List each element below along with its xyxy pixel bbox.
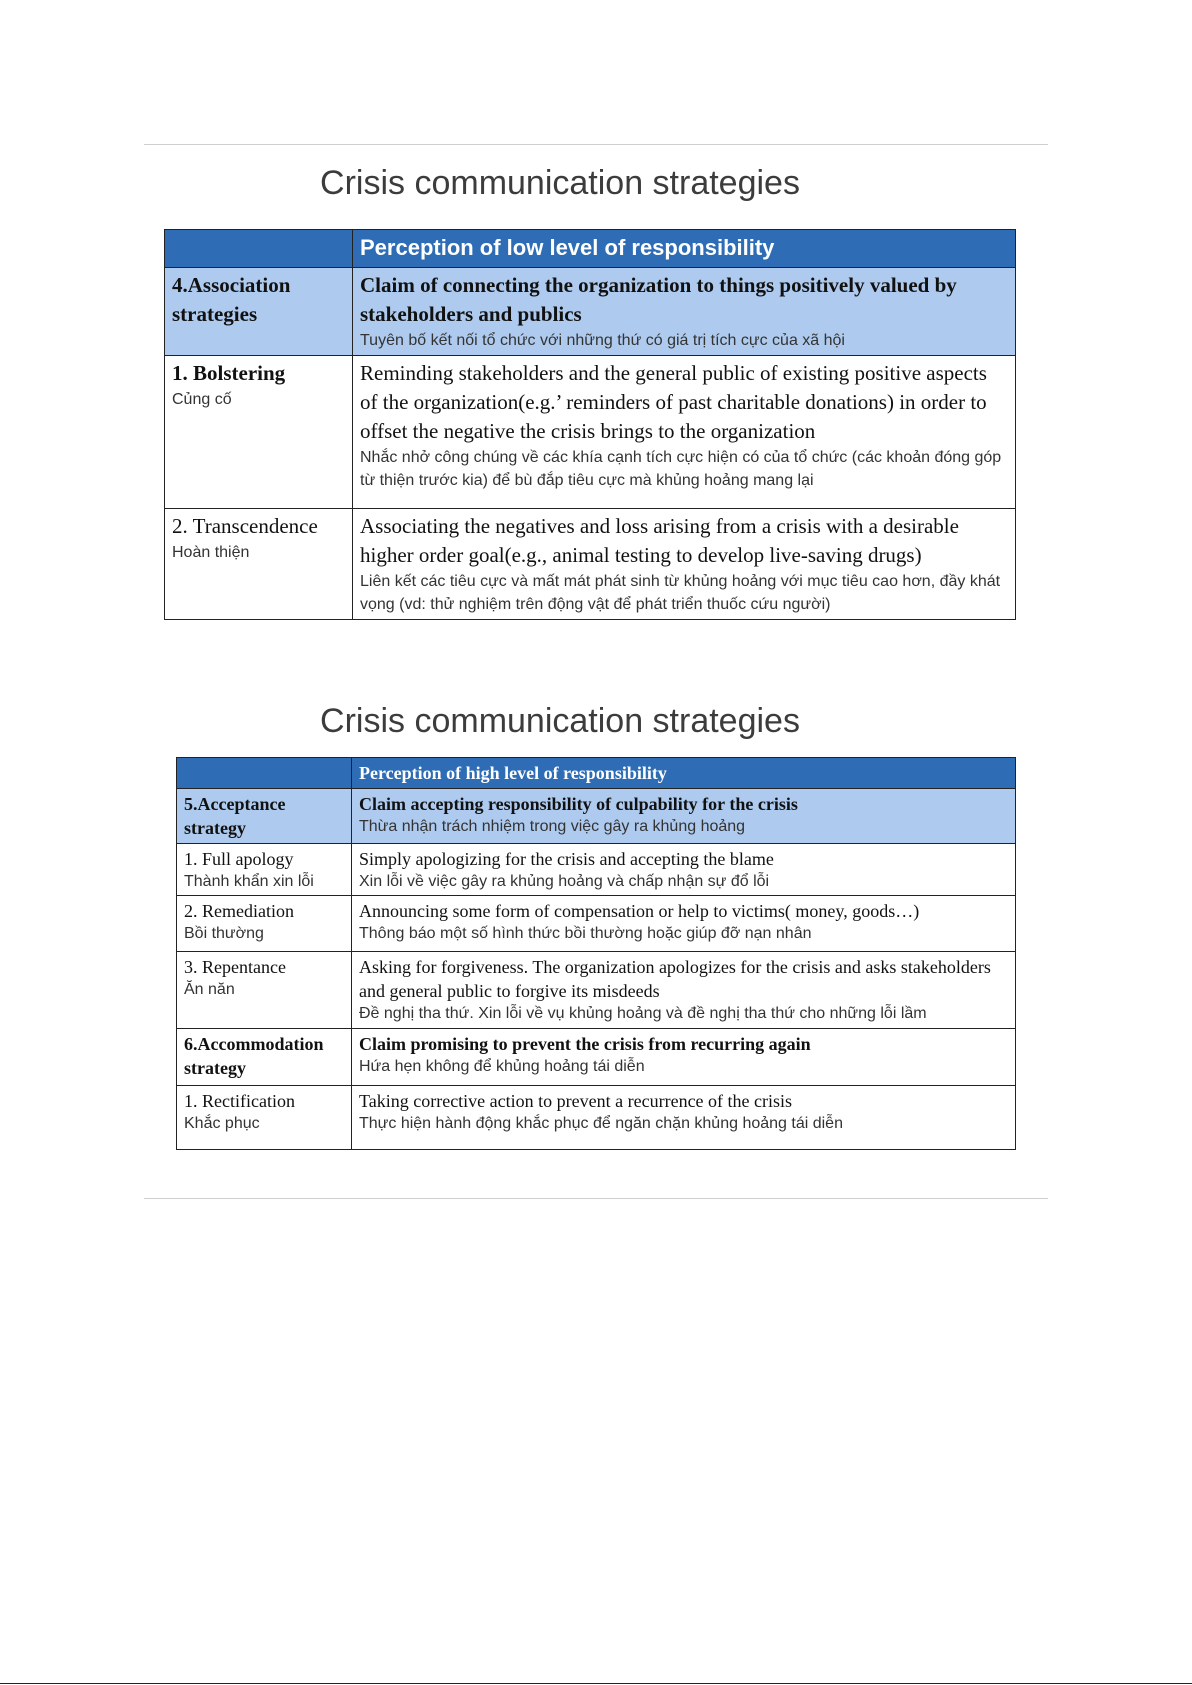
strategy-name: 1. Bolstering bbox=[172, 361, 286, 385]
strategy-cell bbox=[177, 1029, 352, 1086]
description-cell bbox=[353, 509, 1016, 620]
table-row bbox=[177, 896, 1016, 952]
high-responsibility-table bbox=[176, 757, 1016, 1150]
bottom-divider bbox=[144, 1198, 1048, 1199]
description-cell bbox=[353, 268, 1016, 356]
description-text: Associating the negatives and loss arising from a crisis with a desirable higher order goal(e.g., animal testing to develop live-saving drugs) bbox=[360, 514, 959, 567]
description-translation: Thừa nhận trách nhiệm trong việc gây ra khủng hoảng bbox=[359, 818, 746, 835]
table-header-row bbox=[165, 230, 1016, 268]
description-text: Simply apologizing for the crisis and accepting the blame bbox=[359, 849, 774, 869]
description-translation: Thực hiện hành động khắc phục để ngăn chặn khủng hoảng tái diễn bbox=[359, 1115, 843, 1132]
strategy-cell bbox=[165, 509, 353, 620]
description-cell bbox=[352, 952, 1016, 1029]
description-cell bbox=[352, 896, 1016, 952]
description-cell bbox=[352, 789, 1016, 844]
description-cell bbox=[352, 1029, 1016, 1086]
table-row bbox=[177, 1029, 1016, 1086]
description-translation: Liên kết các tiêu cực và mất mát phát sinh từ khủng hoảng với mục tiêu cao hơn, đầy khát vọng (vd: thử nghiệm trên động vật để phát triển thuốc cứu người) bbox=[360, 573, 1001, 613]
description-text: Claim of connecting the organization to things positively valued by stakeholders and publics bbox=[360, 273, 957, 326]
strategy-name: 2. Remediation bbox=[184, 901, 294, 921]
description-text: Claim promising to prevent the crisis from recurring again bbox=[359, 1034, 811, 1054]
description-cell bbox=[352, 844, 1016, 896]
strategy-name: 4.Association strategies bbox=[172, 273, 291, 326]
strategy-cell bbox=[165, 356, 353, 509]
strategy-name: 3. Repentance bbox=[184, 957, 286, 977]
strategy-cell bbox=[177, 896, 352, 952]
description-translation: Thông báo một số hình thức bồi thường hoặc giúp đỡ nạn nhân bbox=[359, 925, 812, 942]
strategy-translation: Hoàn thiện bbox=[172, 544, 250, 561]
strategy-name: 2. Transcendence bbox=[172, 514, 318, 538]
table-row bbox=[177, 844, 1016, 896]
strategy-translation: Củng cố bbox=[172, 391, 232, 408]
strategy-translation: Bồi thường bbox=[184, 925, 264, 942]
top-divider bbox=[144, 144, 1048, 145]
description-cell bbox=[353, 356, 1016, 509]
strategy-cell bbox=[177, 844, 352, 896]
description-text: Claim accepting responsibility of culpability for the crisis bbox=[359, 794, 798, 814]
strategy-name: 1. Rectification bbox=[184, 1091, 295, 1111]
slide2-title: Crisis communication strategies bbox=[320, 702, 800, 740]
header-empty-cell bbox=[165, 230, 353, 268]
header-perception-cell: Perception of high level of responsibility bbox=[352, 758, 1016, 789]
description-text: Announcing some form of compensation or help to victims( money, goods…) bbox=[359, 901, 920, 921]
strategy-name: 1. Full apology bbox=[184, 849, 294, 869]
table-row bbox=[177, 789, 1016, 844]
strategy-cell bbox=[177, 1086, 352, 1150]
description-translation: Xin lỗi về việc gây ra khủng hoảng và chấp nhận sự đổ lỗi bbox=[359, 873, 770, 890]
table-row bbox=[177, 1086, 1016, 1150]
strategy-cell bbox=[177, 952, 352, 1029]
strategy-name: 5.Acceptance strategy bbox=[184, 794, 286, 838]
description-text: Taking corrective action to prevent a recurrence of the crisis bbox=[359, 1091, 793, 1111]
description-translation: Hứa hẹn không để khủng hoảng tái diễn bbox=[359, 1058, 645, 1075]
description-text: Asking for forgiveness. The organization apologizes for the crisis and asks stakeholders and general public to forgive its misdeeds bbox=[359, 957, 991, 1001]
table-header-row bbox=[177, 758, 1016, 789]
description-cell bbox=[352, 1086, 1016, 1150]
description-translation: Tuyên bố kết nối tổ chức với những thứ có giá trị tích cực của xã hội bbox=[360, 332, 845, 349]
strategy-cell bbox=[165, 268, 353, 356]
table-row bbox=[165, 268, 1016, 356]
description-text: Reminding stakeholders and the general public of existing positive aspects of the organization(e.g.’ reminders of past charitable donations) in order to offset the negative the crisis brings to the organization bbox=[360, 361, 987, 443]
strategy-name: 6.Accommodation strategy bbox=[184, 1034, 324, 1078]
table-row bbox=[165, 509, 1016, 620]
strategy-translation: Khắc phục bbox=[184, 1115, 260, 1132]
header-empty-cell bbox=[177, 758, 352, 789]
description-translation: Đề nghị tha thứ. Xin lỗi về vụ khủng hoảng và đề nghị tha thứ cho những lỗi lầm bbox=[359, 1005, 927, 1022]
strategy-cell bbox=[177, 789, 352, 844]
strategy-translation: Ăn năn bbox=[184, 981, 235, 998]
page-bottom-line bbox=[0, 1683, 1192, 1684]
table-row bbox=[177, 952, 1016, 1029]
header-perception-cell: Perception of low level of responsibility bbox=[353, 230, 1016, 268]
strategy-translation: Thành khẩn xin lỗi bbox=[184, 873, 314, 890]
description-translation: Nhắc nhở công chúng về các khía cạnh tích cực hiện có của tổ chức (các khoản đóng góp từ thiện trước kia) để bù đắp tiêu cực mà khủng hoảng mang lại bbox=[360, 449, 1002, 489]
low-responsibility-table bbox=[164, 229, 1016, 620]
slide1-title: Crisis communication strategies bbox=[320, 164, 800, 202]
table-row bbox=[165, 356, 1016, 509]
